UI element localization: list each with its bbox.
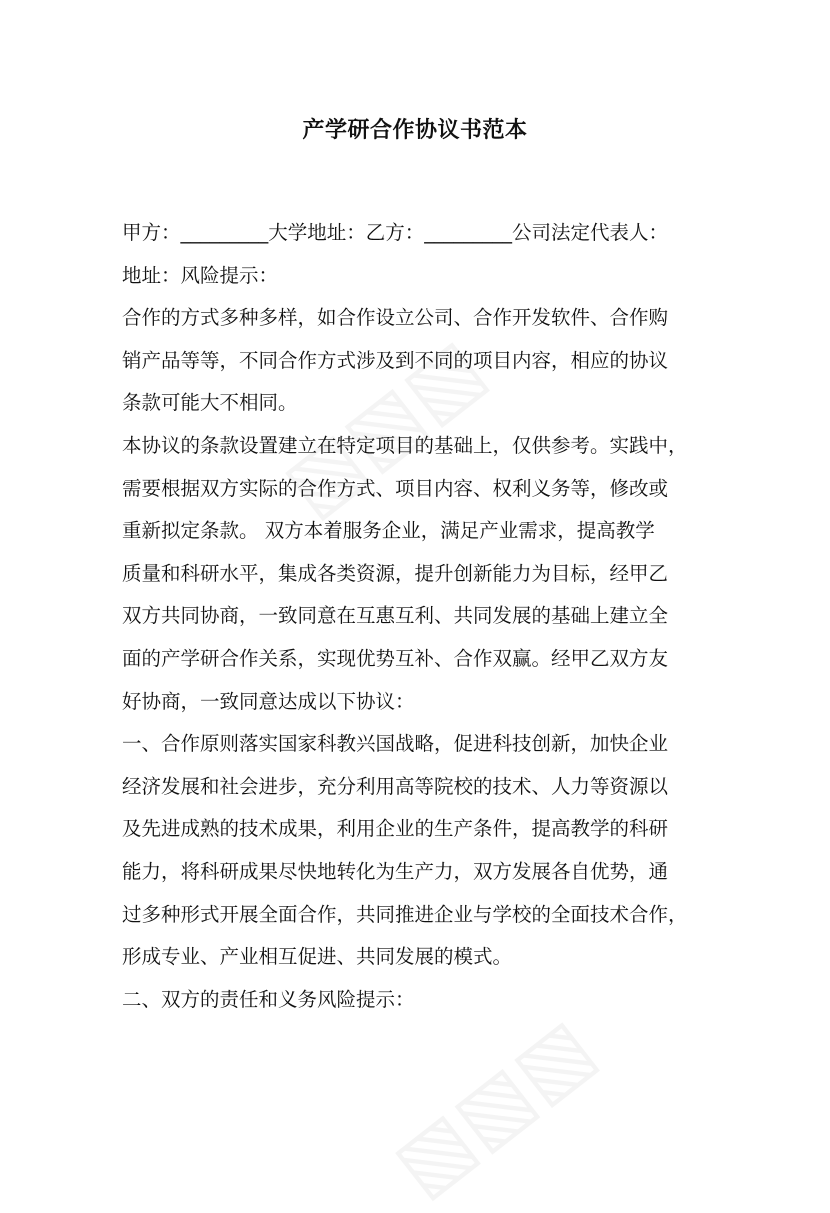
body-line: 经济发展和社会进步，充分利用高等院校的技术、人力等资源以 bbox=[122, 774, 669, 798]
body-line: 过多种形式开展全面合作，共同推进企业与学校的全面技术合作， bbox=[122, 902, 688, 926]
document-title: 产学研合作协议书范本 bbox=[302, 118, 528, 143]
body-line: 能力，将科研成果尽快地转化为生产力，双方发展各自优势，通 bbox=[122, 859, 669, 883]
body-line: 本协议的条款设置建立在特定项目的基础上，仅供参考。实践中， bbox=[122, 433, 688, 457]
body-line: 销产品等等，不同合作方式涉及到不同的项目内容，相应的协议 bbox=[122, 348, 669, 372]
body-line: 形成专业、产业相互促进、共同发展的模式。 bbox=[122, 945, 513, 969]
document-body bbox=[122, 212, 722, 1021]
body-line: 面的产学研合作关系，实现优势互补、合作双赢。经甲乙双方友 bbox=[122, 646, 669, 670]
watermark-logo bbox=[375, 1000, 611, 1213]
body-line: 二、双方的责任和义务风险提示： bbox=[122, 987, 415, 1011]
body-line: 双方共同协商，一致同意在互惠互利、共同发展的基础上建立全 bbox=[122, 604, 669, 628]
body-line: 一、合作原则落实国家科教兴国战略，促进科技创新，加快企业 bbox=[122, 732, 669, 756]
body-line: 地址：风险提示： bbox=[122, 263, 279, 287]
body-line: 好协商，一致同意达成以下协议： bbox=[122, 689, 415, 713]
body-line: 质量和科研水平，集成各类资源，提升创新能力为目标，经甲乙 bbox=[122, 561, 669, 585]
body-line: 重新拟定条款。 双方本着服务企业，满足产业需求，提高教学 bbox=[122, 519, 655, 543]
body-line: 及先进成熟的技术成果，利用企业的生产条件，提高教学的科研 bbox=[122, 817, 669, 841]
body-line: 合作的方式多种多样，如合作设立公司、合作开发软件、合作购 bbox=[122, 306, 669, 330]
body-line: 条款可能大不相同。 bbox=[122, 391, 298, 415]
body-line: 需要根据双方实际的合作方式、项目内容、权利义务等，修改或 bbox=[122, 476, 669, 500]
body-line: 甲方：_________大学地址：乙方：_________公司法定代表人： bbox=[122, 221, 669, 244]
